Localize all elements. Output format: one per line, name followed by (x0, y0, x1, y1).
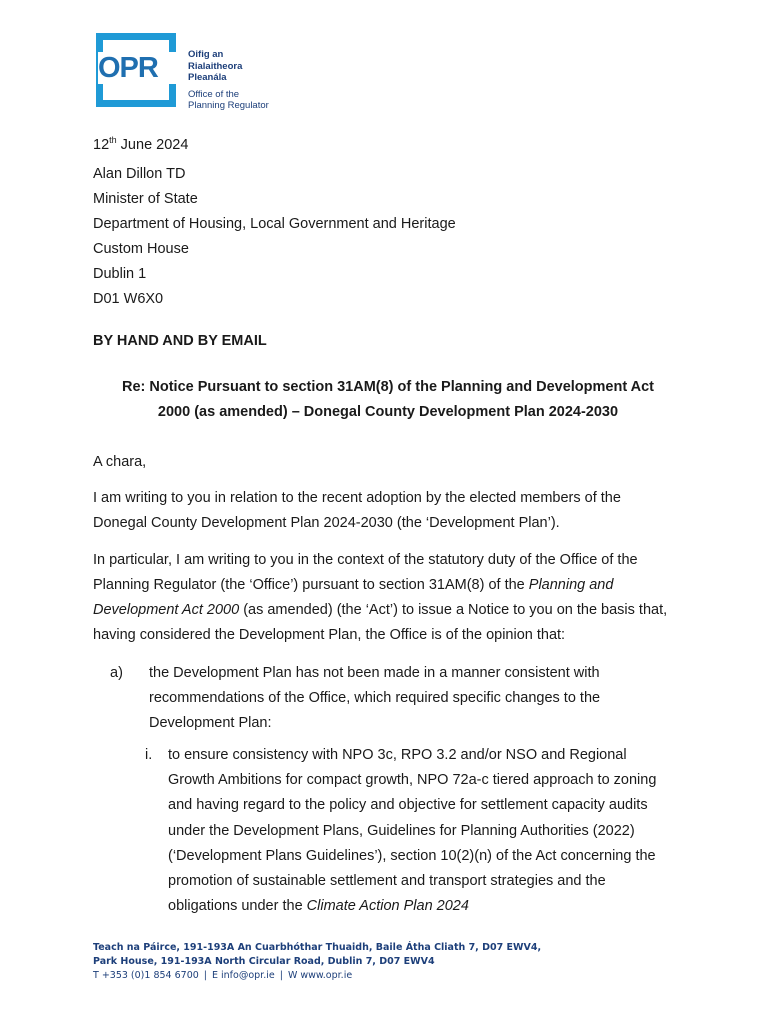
footer-address-irish: Teach na Páirce, 191-193A An Cuarbhóthar Thuaidh, Baile Átha Cliath 7, D07 EWV4, (93, 942, 542, 953)
list-item-a: the Development Plan has not been made in a manner consistent with recommendations of the Office, which required specific changes to the Development Plan: (149, 665, 601, 731)
letter-date: 12th June 2024 (93, 135, 189, 153)
logo-irish-line2: Rialaitheora Pleanála (188, 60, 243, 83)
opr-logo (96, 33, 276, 111)
address-line: Alan Dillon TD (93, 166, 186, 182)
logo-irish-line1: Oifig an (188, 49, 224, 60)
footer (93, 941, 541, 983)
paragraph-2: In particular, I am writing to you in the context of the statutory duty of the Office of the Planning Regulator (the ‘Office’) pursuant to section 31AM(8) of the Planning and Development Act 2000 (as amended) (the ‘Act’) to issue a Notice to you on the basis that, having considered the Development Plan, the Office is of the opinion that: (93, 552, 668, 643)
list-label-i: i. (145, 747, 153, 763)
list-label-a: a) (110, 665, 123, 681)
footer-address-english: Park House, 191-193A North Circular Road, Dublin 7, D07 EWV4 (93, 956, 435, 967)
footer-contacts (93, 969, 541, 983)
logo-english-line1: Office of the (188, 88, 240, 100)
separator: | (203, 970, 207, 981)
separator: | (279, 970, 283, 981)
delivery-method: BY HAND AND BY EMAIL (93, 333, 267, 349)
footer-web[interactable]: W www.opr.ie (287, 970, 353, 981)
greeting: A chara, (93, 454, 147, 470)
logo-text (188, 49, 276, 112)
logo-mark: OPR (98, 52, 176, 84)
subject-line1: Re: Notice Pursuant to section 31AM(8) of the Planning and Development Act (122, 379, 654, 395)
paragraph-1: I am writing to you in relation to the recent adoption by the elected members of the Donegal County Development Plan 2024-2030 (the ‘Development Plan’). (93, 490, 621, 531)
address-line: D01 W6X0 (93, 291, 164, 307)
subject-heading (93, 375, 683, 425)
recipient-address (93, 162, 673, 312)
address-line: Department of Housing, Local Government and Heritage (93, 216, 456, 232)
address-line: Minister of State (93, 191, 198, 207)
logo-english-line2: Planning Regulator (188, 100, 269, 111)
subject-line2: 2000 (as amended) – Donegal County Development Plan 2024-2030 (157, 404, 619, 420)
list-item-i: to ensure consistency with NPO 3c, RPO 3.2 and/or NSO and Regional Growth Ambitions for compact growth, NPO 72a-c tiered approach to zoning and having regard to the policy and objective for settlement capacity audits under the Development Plans, Guidelines for Planning Authorities (2022) (‘Development Plans Guidelines’), section 10(2)(n) of the Act concerning the promotion of sustainable settlement and transport strategies and the obligations under the Climate Action Plan 2024 (168, 747, 657, 915)
address-line: Dublin 1 (93, 266, 147, 282)
address-line: Custom House (93, 241, 189, 257)
footer-email[interactable]: E info@opr.ie (212, 970, 275, 981)
footer-phone: T +353 (0)1 854 6700 (93, 970, 199, 981)
